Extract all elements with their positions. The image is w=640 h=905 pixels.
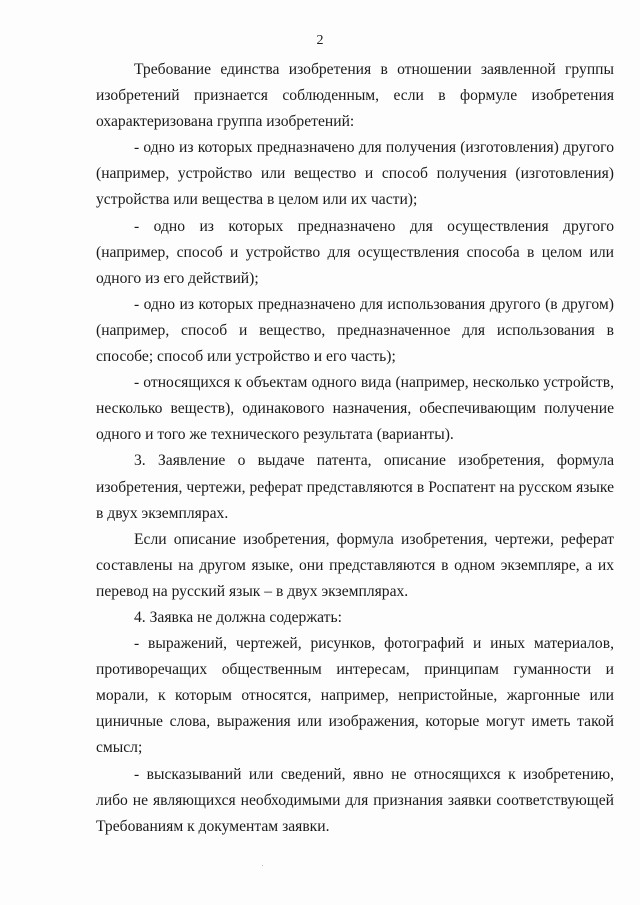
paragraph-item-4: 4. Заявка не должна содержать: xyxy=(134,608,342,626)
scan-speck xyxy=(262,865,263,866)
list-item-usage: - одно из которых предназначено для использования другого (в другом) (например, способ и вещество, предназначенное для использования в способе; способ или устройство и его часть); xyxy=(96,295,614,366)
list-item-implementation: - одно из которых предназначено для осуществления другого (например, способ и устройство для осуществления способа в целом или одного из его действий); xyxy=(96,217,614,287)
list-item-manufacture: - одно из которых предназначено для получения (изготовления) другого (например, устройство или вещество и способ получения (изготовления) устройства или вещества в целом или их части); xyxy=(96,139,614,209)
paragraph-other-language: Если описание изобретения, формула изобретения, чертежи, реферат составлены на другом языке, они представляются в одном экземпляре, а их перевод на русский язык – в двух экземплярах. xyxy=(96,530,614,600)
page-number: 2 xyxy=(316,33,324,48)
list-item-prohibited-materials: - выражений, чертежей, рисунков, фотографий и иных материалов, противоречащих общественным интересам, принципам гуманности и морали, к которым относятся, например, непристойные, жаргонные или циничные слова, выражения или изображения, которые могут иметь такой смысл; xyxy=(96,635,614,757)
paragraph-unity-requirement: Требование единства изобретения в отношении заявленной группы изобретений признается соблюденным, если в формуле изобретения охарактеризована группа изобретений: xyxy=(96,61,614,131)
document-body xyxy=(96,57,614,840)
paragraph-item-3: 3. Заявление о выдаче патента, описание изобретения, формула изобретения, чертежи, реферат представляются в Роспатент на русском языке в двух экземплярах. xyxy=(96,452,614,522)
list-item-irrelevant-statements: - высказываний или сведений, явно не относящихся к изобретению, либо не являющихся необходимыми для признания заявки соответствующей Требованиям к документам заявки. xyxy=(96,765,614,835)
list-item-variants: - относящихся к объектам одного вида (например, несколько устройств, несколько веществ), одинакового назначения, обеспечивающим получение одного и того же технического результата (варианты). xyxy=(96,374,614,444)
